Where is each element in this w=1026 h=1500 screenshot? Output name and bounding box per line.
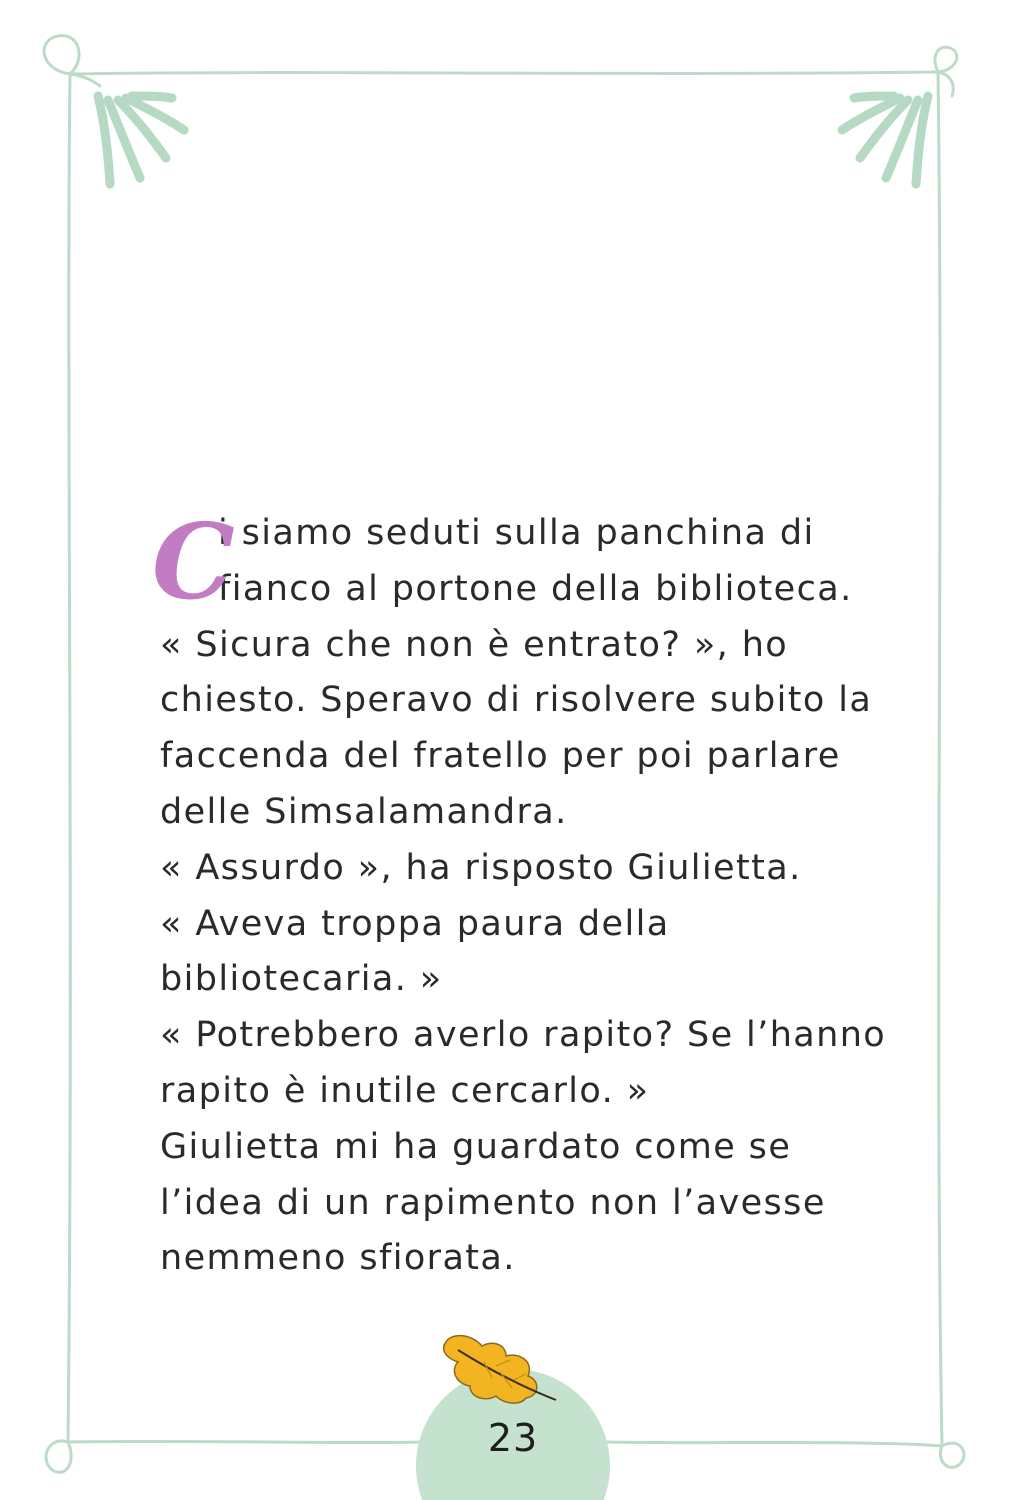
text-line: faccenda del fratello per poi parlare bbox=[160, 736, 841, 777]
text-line: Giulietta mi ha guardato come se bbox=[160, 1126, 792, 1167]
corner-loop-top-left bbox=[44, 36, 100, 86]
corner-loop-bottom-right bbox=[940, 1443, 964, 1467]
drop-cap: C bbox=[152, 500, 235, 623]
text-line: nemmeno sfiorata. bbox=[160, 1238, 516, 1279]
text-line: « Sicura che non è entrato? », ho bbox=[160, 624, 789, 665]
text-line: bibliotecaria. » bbox=[160, 959, 443, 1000]
text-line: i siamo seduti sulla panchina di bbox=[218, 513, 815, 553]
body-text bbox=[152, 500, 890, 1287]
corner-fan-ornament-left bbox=[98, 96, 184, 184]
text-line: fianco al portone della biblioteca. bbox=[218, 568, 853, 609]
text-line: rapito è inutile cercarlo. » bbox=[160, 1070, 650, 1111]
text-line: l’idea di un rapimento non l’avesse bbox=[160, 1182, 826, 1223]
text-line: delle Simsalamandra. bbox=[160, 791, 568, 832]
text-line: « Assurdo », ha risposto Giulietta. bbox=[160, 847, 802, 888]
frame-bottom-line bbox=[68, 1441, 420, 1442]
text-line: « Potrebbero averlo rapito? Se l’hanno bbox=[160, 1015, 887, 1056]
frame-top-line bbox=[70, 72, 940, 74]
frame-right-line bbox=[938, 72, 942, 1446]
text-line: « Aveva troppa paura della bbox=[160, 903, 670, 944]
corner-fan-ornament-right bbox=[842, 96, 928, 184]
text-line: chiesto. Speravo di risolvere subito la bbox=[160, 680, 873, 721]
corner-loop-bottom-left bbox=[46, 1441, 71, 1472]
frame-left-line bbox=[68, 74, 70, 1442]
page-number: 23 bbox=[487, 1416, 539, 1460]
